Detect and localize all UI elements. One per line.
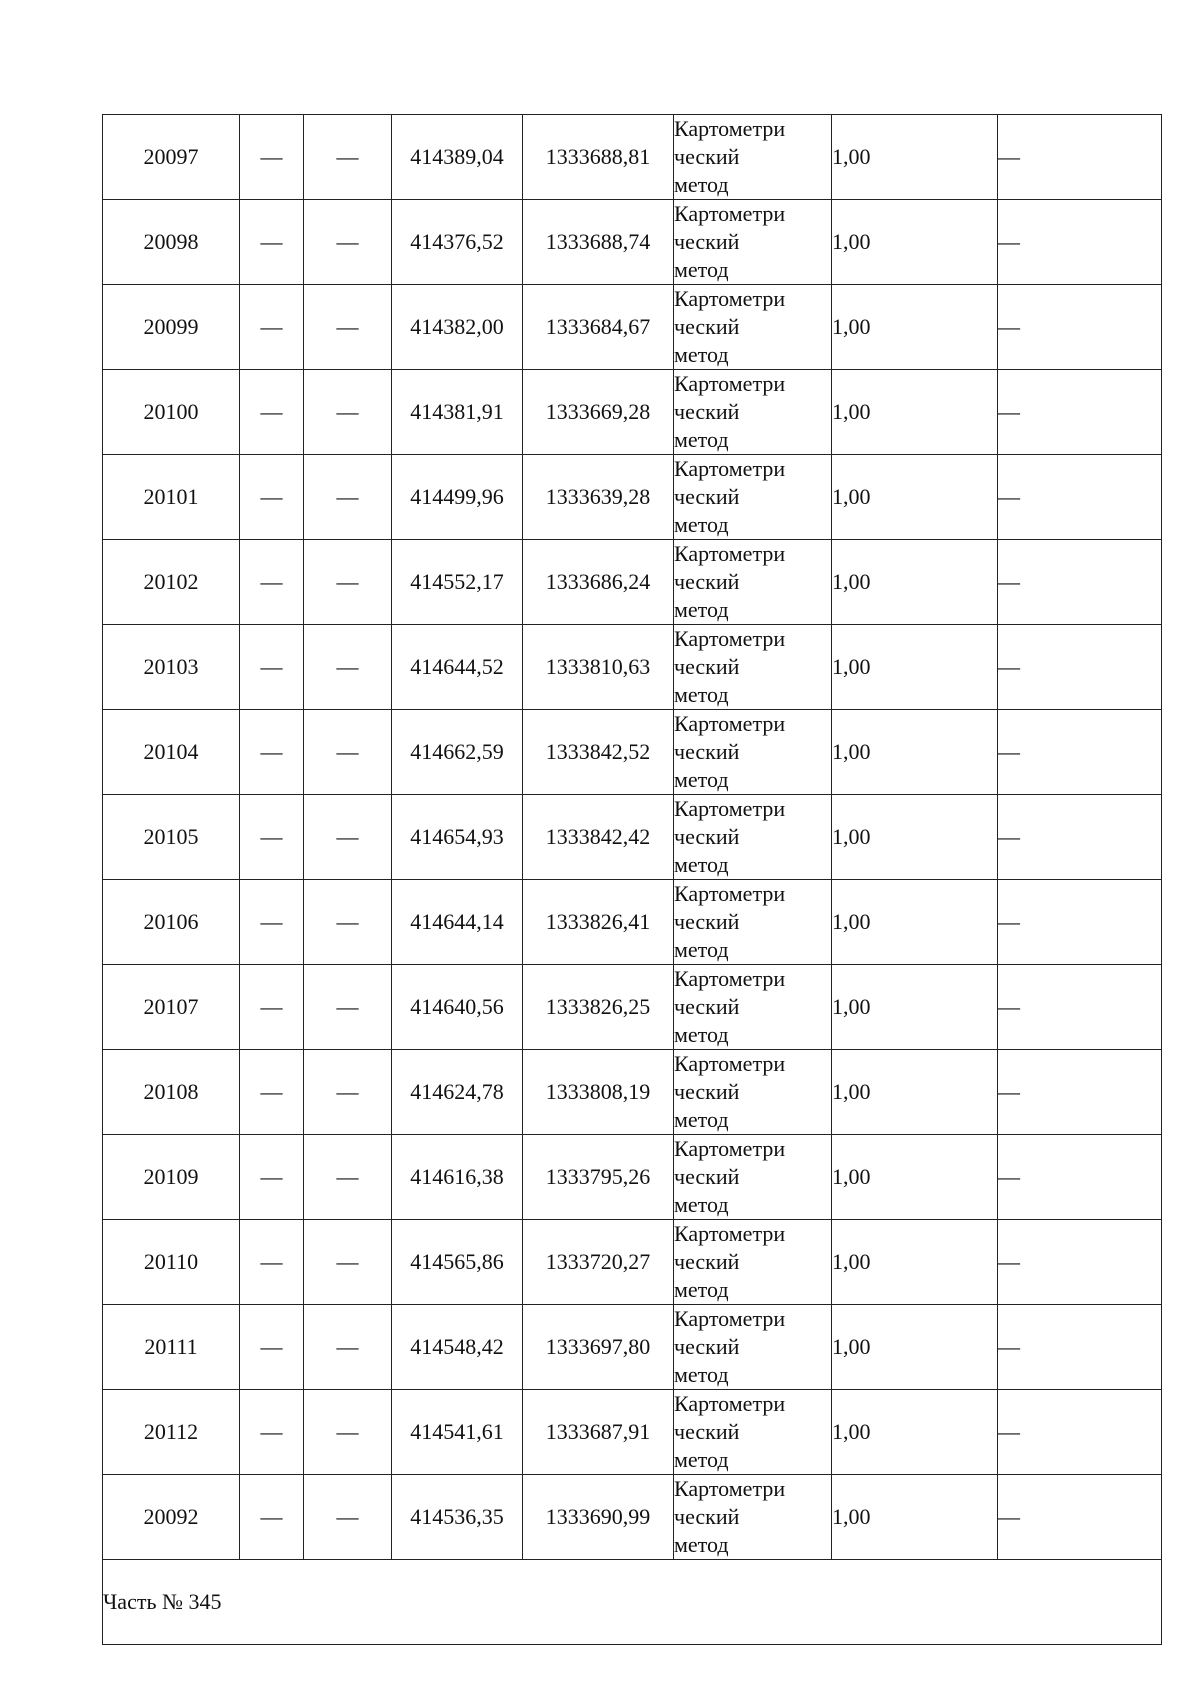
table-row [103, 795, 1162, 880]
point-number-cell: 20102 [103, 540, 240, 625]
point-number-cell: 20101 [103, 455, 240, 540]
table-row [103, 1220, 1162, 1305]
accuracy-cell: 1,00 [832, 115, 998, 200]
table-row [103, 540, 1162, 625]
method-line: Картометри [674, 711, 786, 736]
method-line: метод [674, 767, 729, 792]
accuracy-cell: 1,00 [832, 880, 998, 965]
method-line: ческий [674, 824, 740, 849]
empty-dash-cell: — [998, 880, 1162, 965]
accuracy-cell: 1,00 [832, 1050, 998, 1135]
method-cell [674, 285, 832, 370]
accuracy-cell: 1,00 [832, 1220, 998, 1305]
method-line: Картометри [674, 626, 786, 651]
y-coordinate-cell: 1333720,27 [523, 1220, 674, 1305]
empty-dash-cell: — [304, 1135, 392, 1220]
method-line: ческий [674, 229, 740, 254]
method-line: Картометри [674, 1476, 786, 1501]
empty-dash-cell: — [304, 115, 392, 200]
x-coordinate-cell: 414389,04 [392, 115, 523, 200]
accuracy-cell: 1,00 [832, 1475, 998, 1560]
empty-dash-cell: — [998, 625, 1162, 710]
method-line: метод [674, 342, 729, 367]
empty-dash-cell: — [304, 710, 392, 795]
table-row [103, 370, 1162, 455]
empty-dash-cell: — [240, 880, 304, 965]
part-label: Часть № 345 [103, 1560, 1162, 1645]
method-cell [674, 540, 832, 625]
y-coordinate-cell: 1333639,28 [523, 455, 674, 540]
method-line: метод [674, 1192, 729, 1217]
empty-dash-cell: — [304, 795, 392, 880]
empty-dash-cell: — [240, 1475, 304, 1560]
accuracy-cell: 1,00 [832, 965, 998, 1050]
accuracy-cell: 1,00 [832, 795, 998, 880]
method-line: метод [674, 682, 729, 707]
table-row [103, 115, 1162, 200]
empty-dash-cell: — [240, 1305, 304, 1390]
method-line: ческий [674, 569, 740, 594]
method-cell [674, 1305, 832, 1390]
empty-dash-cell: — [998, 1390, 1162, 1475]
empty-dash-cell: — [998, 285, 1162, 370]
y-coordinate-cell: 1333826,41 [523, 880, 674, 965]
point-number-cell: 20109 [103, 1135, 240, 1220]
empty-dash-cell: — [304, 625, 392, 710]
method-cell [674, 370, 832, 455]
accuracy-cell: 1,00 [832, 200, 998, 285]
table-row [103, 625, 1162, 710]
method-line: ческий [674, 1164, 740, 1189]
point-number-cell: 20103 [103, 625, 240, 710]
empty-dash-cell: — [304, 540, 392, 625]
empty-dash-cell: — [240, 285, 304, 370]
method-line: Картометри [674, 116, 786, 141]
empty-dash-cell: — [240, 370, 304, 455]
empty-dash-cell: — [998, 115, 1162, 200]
method-cell [674, 115, 832, 200]
y-coordinate-cell: 1333669,28 [523, 370, 674, 455]
empty-dash-cell: — [998, 1305, 1162, 1390]
method-line: метод [674, 1107, 729, 1132]
table-row [103, 455, 1162, 540]
method-line: ческий [674, 1419, 740, 1444]
empty-dash-cell: — [304, 1475, 392, 1560]
x-coordinate-cell: 414552,17 [392, 540, 523, 625]
empty-dash-cell: — [998, 540, 1162, 625]
y-coordinate-cell: 1333686,24 [523, 540, 674, 625]
x-coordinate-cell: 414536,35 [392, 1475, 523, 1560]
y-coordinate-cell: 1333810,63 [523, 625, 674, 710]
method-line: метод [674, 1022, 729, 1047]
empty-dash-cell: — [240, 540, 304, 625]
y-coordinate-cell: 1333688,81 [523, 115, 674, 200]
method-line: Картометри [674, 541, 786, 566]
empty-dash-cell: — [304, 370, 392, 455]
x-coordinate-cell: 414382,00 [392, 285, 523, 370]
empty-dash-cell: — [304, 285, 392, 370]
method-line: ческий [674, 994, 740, 1019]
accuracy-cell: 1,00 [832, 710, 998, 795]
method-line: метод [674, 427, 729, 452]
empty-dash-cell: — [304, 455, 392, 540]
point-number-cell: 20111 [103, 1305, 240, 1390]
empty-dash-cell: — [998, 965, 1162, 1050]
accuracy-cell: 1,00 [832, 285, 998, 370]
method-line: ческий [674, 144, 740, 169]
method-cell [674, 965, 832, 1050]
x-coordinate-cell: 414381,91 [392, 370, 523, 455]
x-coordinate-cell: 414548,42 [392, 1305, 523, 1390]
method-line: Картометри [674, 1391, 786, 1416]
method-cell [674, 1475, 832, 1560]
method-line: Картометри [674, 371, 786, 396]
x-coordinate-cell: 414644,14 [392, 880, 523, 965]
point-number-cell: 20110 [103, 1220, 240, 1305]
empty-dash-cell: — [998, 200, 1162, 285]
empty-dash-cell: — [998, 1135, 1162, 1220]
x-coordinate-cell: 414541,61 [392, 1390, 523, 1475]
method-cell [674, 1135, 832, 1220]
empty-dash-cell: — [998, 370, 1162, 455]
empty-dash-cell: — [998, 1475, 1162, 1560]
x-coordinate-cell: 414499,96 [392, 455, 523, 540]
y-coordinate-cell: 1333795,26 [523, 1135, 674, 1220]
empty-dash-cell: — [240, 1220, 304, 1305]
method-line: метод [674, 1277, 729, 1302]
point-number-cell: 20092 [103, 1475, 240, 1560]
empty-dash-cell: — [240, 1135, 304, 1220]
method-line: ческий [674, 1334, 740, 1359]
method-line: метод [674, 512, 729, 537]
table-row [103, 1475, 1162, 1560]
method-line: ческий [674, 1079, 740, 1104]
method-line: метод [674, 852, 729, 877]
method-line: ческий [674, 654, 740, 679]
method-line: Картометри [674, 201, 786, 226]
y-coordinate-cell: 1333826,25 [523, 965, 674, 1050]
y-coordinate-cell: 1333690,99 [523, 1475, 674, 1560]
accuracy-cell: 1,00 [832, 455, 998, 540]
point-number-cell: 20106 [103, 880, 240, 965]
part-row [103, 1560, 1162, 1645]
empty-dash-cell: — [304, 1050, 392, 1135]
method-line: ческий [674, 484, 740, 509]
point-number-cell: 20100 [103, 370, 240, 455]
method-cell [674, 710, 832, 795]
method-cell [674, 1050, 832, 1135]
empty-dash-cell: — [240, 710, 304, 795]
method-line: метод [674, 1447, 729, 1472]
point-number-cell: 20099 [103, 285, 240, 370]
table-row [103, 965, 1162, 1050]
method-line: метод [674, 257, 729, 282]
method-line: Картометри [674, 1051, 786, 1076]
y-coordinate-cell: 1333697,80 [523, 1305, 674, 1390]
table-row [103, 285, 1162, 370]
x-coordinate-cell: 414616,38 [392, 1135, 523, 1220]
x-coordinate-cell: 414662,59 [392, 710, 523, 795]
empty-dash-cell: — [240, 625, 304, 710]
point-number-cell: 20104 [103, 710, 240, 795]
empty-dash-cell: — [240, 200, 304, 285]
method-line: метод [674, 597, 729, 622]
table-row [103, 1305, 1162, 1390]
method-line: Картометри [674, 456, 786, 481]
x-coordinate-cell: 414376,52 [392, 200, 523, 285]
y-coordinate-cell: 1333688,74 [523, 200, 674, 285]
y-coordinate-cell: 1333808,19 [523, 1050, 674, 1135]
y-coordinate-cell: 1333687,91 [523, 1390, 674, 1475]
method-line: Картометри [674, 796, 786, 821]
method-line: Картометри [674, 1306, 786, 1331]
method-line: ческий [674, 739, 740, 764]
y-coordinate-cell: 1333842,42 [523, 795, 674, 880]
x-coordinate-cell: 414565,86 [392, 1220, 523, 1305]
method-line: метод [674, 937, 729, 962]
empty-dash-cell: — [998, 1050, 1162, 1135]
x-coordinate-cell: 414640,56 [392, 965, 523, 1050]
accuracy-cell: 1,00 [832, 370, 998, 455]
point-number-cell: 20105 [103, 795, 240, 880]
table-row [103, 1050, 1162, 1135]
table-row [103, 1390, 1162, 1475]
method-cell [674, 795, 832, 880]
empty-dash-cell: — [998, 710, 1162, 795]
empty-dash-cell: — [240, 1390, 304, 1475]
method-line: Картометри [674, 1136, 786, 1161]
point-number-cell: 20107 [103, 965, 240, 1050]
method-line: метод [674, 172, 729, 197]
method-line: ческий [674, 909, 740, 934]
x-coordinate-cell: 414654,93 [392, 795, 523, 880]
empty-dash-cell: — [998, 455, 1162, 540]
method-cell [674, 1390, 832, 1475]
x-coordinate-cell: 414644,52 [392, 625, 523, 710]
coordinates-table [102, 114, 1162, 1645]
x-coordinate-cell: 414624,78 [392, 1050, 523, 1135]
method-line: ческий [674, 314, 740, 339]
empty-dash-cell: — [240, 795, 304, 880]
empty-dash-cell: — [304, 1220, 392, 1305]
table-row [103, 200, 1162, 285]
empty-dash-cell: — [304, 1390, 392, 1475]
table-body [103, 115, 1162, 1560]
point-number-cell: 20097 [103, 115, 240, 200]
empty-dash-cell: — [304, 1305, 392, 1390]
accuracy-cell: 1,00 [832, 625, 998, 710]
table-row [103, 1135, 1162, 1220]
method-line: Картометри [674, 881, 786, 906]
method-line: Картометри [674, 286, 786, 311]
method-line: метод [674, 1532, 729, 1557]
accuracy-cell: 1,00 [832, 1305, 998, 1390]
empty-dash-cell: — [304, 880, 392, 965]
empty-dash-cell: — [240, 965, 304, 1050]
method-line: Картометри [674, 1221, 786, 1246]
method-line: ческий [674, 1249, 740, 1274]
accuracy-cell: 1,00 [832, 1135, 998, 1220]
method-cell [674, 200, 832, 285]
method-cell [674, 455, 832, 540]
document-page [102, 114, 1161, 1645]
method-line: Картометри [674, 966, 786, 991]
point-number-cell: 20108 [103, 1050, 240, 1135]
method-line: ческий [674, 399, 740, 424]
accuracy-cell: 1,00 [832, 540, 998, 625]
y-coordinate-cell: 1333842,52 [523, 710, 674, 795]
accuracy-cell: 1,00 [832, 1390, 998, 1475]
empty-dash-cell: — [240, 455, 304, 540]
y-coordinate-cell: 1333684,67 [523, 285, 674, 370]
method-cell [674, 1220, 832, 1305]
empty-dash-cell: — [998, 795, 1162, 880]
table-row [103, 710, 1162, 795]
point-number-cell: 20098 [103, 200, 240, 285]
method-cell [674, 880, 832, 965]
method-line: ческий [674, 1504, 740, 1529]
empty-dash-cell: — [240, 1050, 304, 1135]
point-number-cell: 20112 [103, 1390, 240, 1475]
empty-dash-cell: — [998, 1220, 1162, 1305]
table-row [103, 880, 1162, 965]
method-cell [674, 625, 832, 710]
empty-dash-cell: — [304, 965, 392, 1050]
method-line: метод [674, 1362, 729, 1387]
empty-dash-cell: — [240, 115, 304, 200]
empty-dash-cell: — [304, 200, 392, 285]
